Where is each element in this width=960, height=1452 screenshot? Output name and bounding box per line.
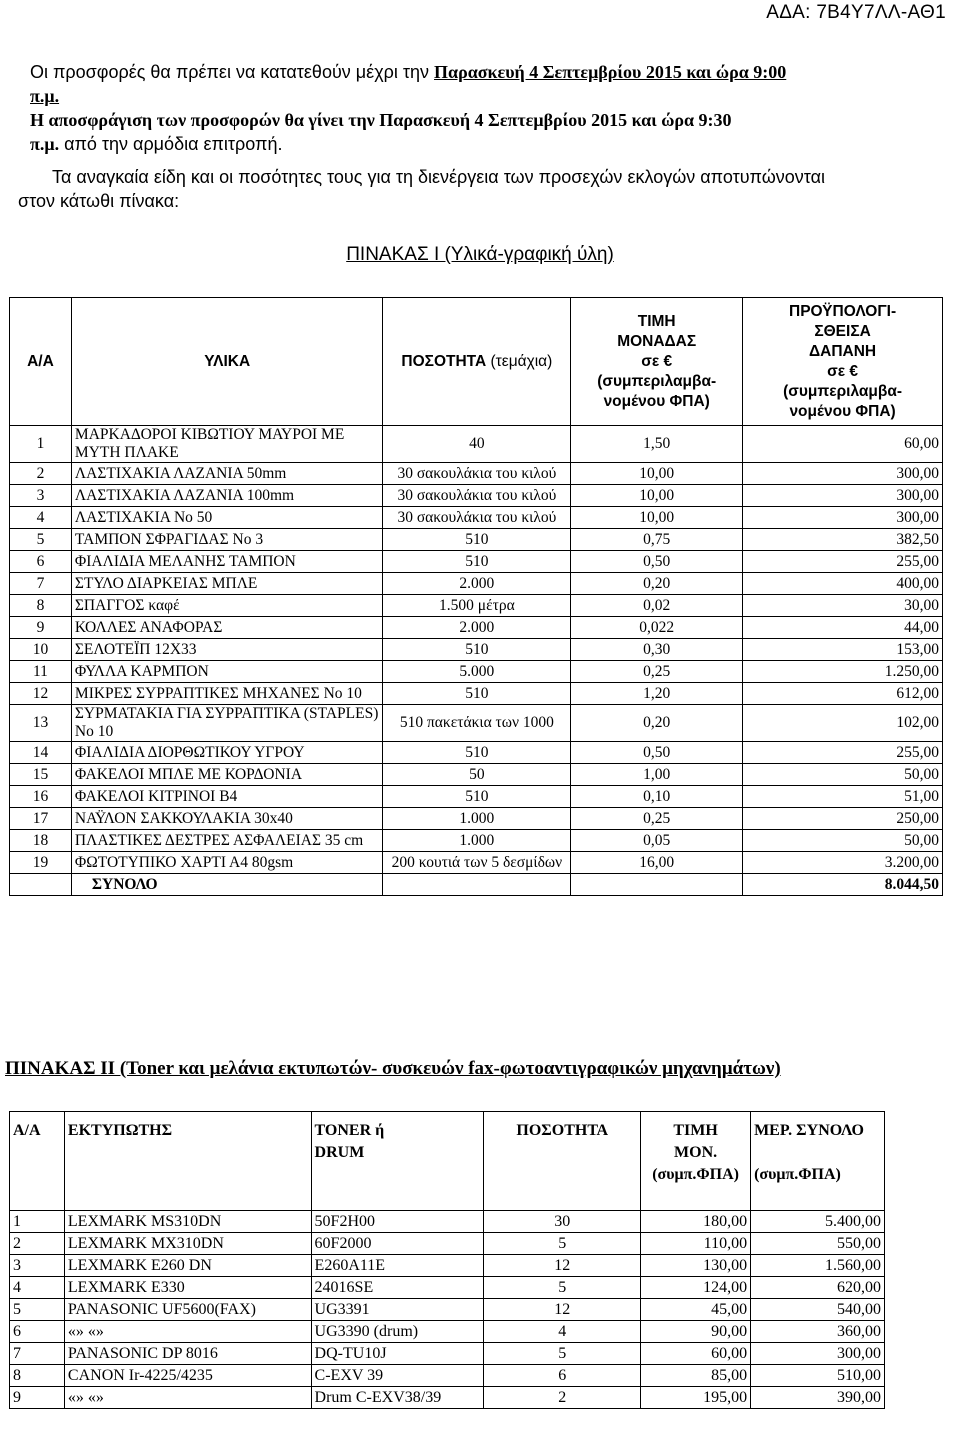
table-row (10, 1255, 885, 1277)
row-budget: 30,00 (743, 595, 943, 617)
row-subtotal: 620,00 (751, 1277, 885, 1299)
table1-header-row (10, 298, 943, 426)
row-price: 1,50 (571, 426, 743, 463)
table1-total-row (10, 874, 943, 896)
row-item: ΣΠΑΓΓΟΣ καφέ (71, 595, 383, 617)
deadline-date: Παρασκευή 4 Σεπτεμβρίου 2015 και ώρα 9:00 (434, 62, 787, 82)
row-printer: LEXMARK E330 (64, 1277, 311, 1299)
row-budget: 400,00 (743, 573, 943, 595)
table-row (10, 529, 943, 551)
row-item: ΚΟΛΛΕΣ ΑΝΑΦΟΡΑΣ (71, 617, 383, 639)
row-toner: Drum C-EXV38/39 (311, 1387, 484, 1409)
row-printer: LEXMARK MS310DN (64, 1211, 311, 1233)
table-row (10, 705, 943, 742)
th-budget-l2: ΣΘΕΙΣΑ (814, 322, 871, 340)
row-price: 195,00 (641, 1387, 751, 1409)
row-price: 0,20 (571, 705, 743, 742)
row-item: ΦΑΚΕΛΟΙ ΚΙΤΡΙΝΟΙ Β4 (71, 786, 383, 808)
row-price: 0,05 (571, 830, 743, 852)
row-aa: 14 (10, 742, 72, 764)
row-budget: 300,00 (743, 485, 943, 507)
row-qty: 510 (383, 683, 571, 705)
th2-price-l2: ΜΟΝ. (674, 1144, 718, 1161)
row-price: 0,20 (571, 573, 743, 595)
row-qty: 5 (484, 1343, 641, 1365)
th2-toner-l1: TONER ή (314, 1122, 385, 1139)
row-subtotal: 360,00 (751, 1321, 885, 1343)
th2-subtotal-l1: ΜΕΡ. ΣΥΝΟΛΟ (754, 1122, 864, 1139)
row-subtotal: 390,00 (751, 1387, 885, 1409)
row-printer: LEXMARK E260 DN (64, 1255, 311, 1277)
row-subtotal: 540,00 (751, 1299, 885, 1321)
row-printer: PANASONIC DP 8016 (64, 1343, 311, 1365)
row-aa: 16 (10, 786, 72, 808)
row-qty: 1.000 (383, 808, 571, 830)
row-qty: 12 (484, 1299, 641, 1321)
th2-aa: Α/Α (10, 1112, 65, 1211)
row-budget: 44,00 (743, 617, 943, 639)
table-row (10, 830, 943, 852)
row-aa: 15 (10, 764, 72, 786)
row-price: 0,10 (571, 786, 743, 808)
row-price: 60,00 (641, 1343, 751, 1365)
row-price: 45,00 (641, 1299, 751, 1321)
row-item: ΣΥΡΜΑΤΑΚΙΑ ΓΙΑ ΣΥΡΡΑΠΤΙΚΑ (STAPLES) Νο 10 (71, 705, 383, 742)
row-aa: 9 (10, 617, 72, 639)
row-qty: 2 (484, 1387, 641, 1409)
th-price-l1: ΤΙΜΗ (637, 312, 676, 330)
opening-line: Η αποσφράγιση των προσφορών θα γίνει την Παρασκευή 4 Σεπτεμβρίου 2015 και ώρα 9:30 (30, 110, 732, 130)
row-item: ΣΤΥΛΟ ΔΙΑΡΚΕΙΑΣ ΜΠΛΕ (71, 573, 383, 595)
row-item: ΛΑΣΤΙΧΑΚΙΑ ΛΑΖΑΝΙΑ 50mm (71, 463, 383, 485)
th-budget-l3: ΔΑΠΑΝΗ (809, 342, 877, 360)
needs-line-2: στον κάτωθι πίνακα: (18, 191, 180, 211)
total-label: ΣΥΝΟΛΟ (71, 874, 383, 896)
row-printer: «» «» (64, 1321, 311, 1343)
row-price: 0,50 (571, 742, 743, 764)
row-qty: 510 (383, 551, 571, 573)
th-price-l3: σε € (641, 352, 673, 370)
row-budget: 612,00 (743, 683, 943, 705)
th2-price (641, 1112, 751, 1211)
row-budget: 255,00 (743, 742, 943, 764)
row-aa: 18 (10, 830, 72, 852)
table-row (10, 595, 943, 617)
row-toner: UG3391 (311, 1299, 484, 1321)
row-qty: 5 (484, 1233, 641, 1255)
th-aa: Α/Α (10, 298, 72, 426)
row-toner: 60F2000 (311, 1233, 484, 1255)
ada-header: ΑΔΑ: 7Β4Υ7ΛΛ-ΑΘ1 (766, 2, 946, 23)
table-row (10, 1365, 885, 1387)
th2-qty: ΠΟΣΟΤΗΤΑ (484, 1112, 641, 1211)
row-price: 0,022 (571, 617, 743, 639)
row-price: 90,00 (641, 1321, 751, 1343)
opening-pm: π.μ. (30, 134, 60, 154)
row-aa: 3 (10, 1255, 65, 1277)
row-aa: 4 (10, 507, 72, 529)
row-item: ΠΛΑΣΤΙΚΕΣ ΔΕΣΤΡΕΣ ΑΣΦΑΛΕΙΑΣ 35 cm (71, 830, 383, 852)
row-budget: 300,00 (743, 507, 943, 529)
row-toner: 50F2H00 (311, 1211, 484, 1233)
row-budget: 102,00 (743, 705, 943, 742)
row-aa: 13 (10, 705, 72, 742)
row-toner: C-EXV 39 (311, 1365, 484, 1387)
th2-printer: ΕΚΤΥΠΩΤΗΣ (64, 1112, 311, 1211)
table-row (10, 1387, 885, 1409)
row-price: 124,00 (641, 1277, 751, 1299)
needs-line: Τα αναγκαία είδη και οι ποσότητες τους για τη διενέργεια των προσεχών εκλογών αποτυπώνονται (52, 167, 826, 187)
row-budget: 50,00 (743, 830, 943, 852)
row-aa: 5 (10, 1299, 65, 1321)
row-price: 110,00 (641, 1233, 751, 1255)
row-qty: 5 (484, 1277, 641, 1299)
row-qty: 30 σακουλάκια του κιλού (383, 485, 571, 507)
th-qty (383, 298, 571, 426)
row-aa: 10 (10, 639, 72, 661)
row-item: ΛΑΣΤΙΧΑΚΙΑ Νο 50 (71, 507, 383, 529)
table-row (10, 786, 943, 808)
table-row (10, 1299, 885, 1321)
row-qty: 30 σακουλάκια του κιλού (383, 507, 571, 529)
row-item: ΦΙΑΛΙΔΙΑ ΔΙΟΡΘΩΤΙΚΟΥ ΥΓΡΟΥ (71, 742, 383, 764)
total-spacer-3 (571, 874, 743, 896)
row-qty: 2.000 (383, 573, 571, 595)
th-budget (743, 298, 943, 426)
row-toner: UG3390 (drum) (311, 1321, 484, 1343)
th2-price-l3: (συμπ.ΦΠΑ) (652, 1166, 739, 1183)
table-row (10, 507, 943, 529)
row-price: 1,00 (571, 764, 743, 786)
th-qty-label: ΠΟΣΟΤΗΤΑ (401, 352, 487, 370)
table-row (10, 661, 943, 683)
row-qty: 510 (383, 529, 571, 551)
opening-line-2 (30, 134, 282, 155)
row-qty: 6 (484, 1365, 641, 1387)
row-qty: 40 (383, 426, 571, 463)
row-aa: 2 (10, 463, 72, 485)
deadline-pm: π.μ. (30, 86, 60, 106)
total-spacer-2 (383, 874, 571, 896)
row-aa: 7 (10, 573, 72, 595)
total-spacer (10, 874, 72, 896)
row-aa: 11 (10, 661, 72, 683)
row-item: ΜΙΚΡΕΣ ΣΥΡΡΑΠΤΙΚΕΣ ΜΗΧΑΝΕΣ Νο 10 (71, 683, 383, 705)
row-aa: 8 (10, 595, 72, 617)
th2-price-l1: ΤΙΜΗ (673, 1122, 718, 1139)
table-row (10, 1211, 885, 1233)
row-price: 1,20 (571, 683, 743, 705)
row-qty: 30 (484, 1211, 641, 1233)
table-row (10, 1321, 885, 1343)
row-printer: CANON Ir-4225/4235 (64, 1365, 311, 1387)
row-aa: 17 (10, 808, 72, 830)
row-budget: 153,00 (743, 639, 943, 661)
row-subtotal: 5.400,00 (751, 1211, 885, 1233)
row-toner: 24016SE (311, 1277, 484, 1299)
th-budget-l1: ΠΡΟΫΠΟΛΟΓΙ- (789, 302, 897, 320)
row-subtotal: 1.560,00 (751, 1255, 885, 1277)
row-aa: 19 (10, 852, 72, 874)
row-aa: 6 (10, 551, 72, 573)
row-aa: 7 (10, 1343, 65, 1365)
toner-table (9, 1111, 885, 1409)
table2-title: ΠΙΝΑΚΑΣ ΙΙ (Toner και μελάνια εκτυπωτών- συσκευών fax-φωτοαντιγραφικών μηχανημάτων) (5, 1058, 781, 1079)
row-qty: 510 πακετάκια των 1000 (383, 705, 571, 742)
row-qty: 12 (484, 1255, 641, 1277)
row-qty: 1.000 (383, 830, 571, 852)
row-qty: 510 (383, 742, 571, 764)
row-budget: 382,50 (743, 529, 943, 551)
table1-title: ΠΙΝΑΚΑΣ Ι (Υλικά-γραφική ύλη) (346, 244, 614, 265)
table-row (10, 426, 943, 463)
table-row (10, 1343, 885, 1365)
row-price: 0,30 (571, 639, 743, 661)
row-price: 0,75 (571, 529, 743, 551)
row-qty: 4 (484, 1321, 641, 1343)
row-qty: 200 κουτιά των 5 δεσμίδων (383, 852, 571, 874)
opening-committee: από την αρμόδια επιτροπή. (59, 134, 283, 154)
row-aa: 9 (10, 1387, 65, 1409)
row-price: 10,00 (571, 463, 743, 485)
table-row (10, 808, 943, 830)
row-toner: DQ-TU10J (311, 1343, 484, 1365)
table-row (10, 742, 943, 764)
row-item: ΦΙΑΛΙΔΙΑ ΜΕΛΑΝΗΣ ΤΑΜΠΟΝ (71, 551, 383, 573)
row-budget: 255,00 (743, 551, 943, 573)
th-price (571, 298, 743, 426)
table2-header-row (10, 1112, 885, 1211)
row-budget: 3.200,00 (743, 852, 943, 874)
row-price: 10,00 (571, 485, 743, 507)
table-row (10, 683, 943, 705)
row-price: 130,00 (641, 1255, 751, 1277)
row-item: ΦΑΚΕΛΟΙ ΜΠΛΕ ΜΕ ΚΟΡΔΟΝΙΑ (71, 764, 383, 786)
row-aa: 1 (10, 426, 72, 463)
th2-toner-l2: DRUM (314, 1144, 365, 1161)
row-price: 0,25 (571, 661, 743, 683)
row-printer: PANASONIC UF5600(FAX) (64, 1299, 311, 1321)
row-price: 180,00 (641, 1211, 751, 1233)
th-budget-l6: νομένου ΦΠΑ) (789, 402, 896, 420)
th-price-l4: (συμπεριλαμβα- (597, 372, 717, 390)
row-aa: 2 (10, 1233, 65, 1255)
row-qty: 50 (383, 764, 571, 786)
table-row (10, 485, 943, 507)
row-qty: 5.000 (383, 661, 571, 683)
row-price: 0,50 (571, 551, 743, 573)
row-printer: «» «» (64, 1387, 311, 1409)
row-aa: 12 (10, 683, 72, 705)
row-qty: 1.500 μέτρα (383, 595, 571, 617)
row-aa: 6 (10, 1321, 65, 1343)
row-item: ΦΥΛΛΑ ΚΑΡΜΠΟΝ (71, 661, 383, 683)
row-aa: 1 (10, 1211, 65, 1233)
table-row (10, 1277, 885, 1299)
th2-subtotal-l2: (συμπ.ΦΠΑ) (754, 1166, 841, 1183)
row-item: ΛΑΣΤΙΧΑΚΙΑ ΛΑΖΑΝΙΑ 100mm (71, 485, 383, 507)
row-price: 16,00 (571, 852, 743, 874)
row-aa: 8 (10, 1365, 65, 1387)
row-qty: 510 (383, 786, 571, 808)
row-printer: LEXMARK MX310DN (64, 1233, 311, 1255)
th-price-l2: ΜΟΝΑΔΑΣ (617, 332, 697, 350)
row-qty: 30 σακουλάκια του κιλού (383, 463, 571, 485)
row-aa: 3 (10, 485, 72, 507)
table-row (10, 463, 943, 485)
row-price: 85,00 (641, 1365, 751, 1387)
th-budget-l4: σε € (827, 362, 859, 380)
row-item: ΣΕΛΟΤΕΪΠ 12Χ33 (71, 639, 383, 661)
row-qty: 2.000 (383, 617, 571, 639)
table-row (10, 573, 943, 595)
th2-toner (311, 1112, 484, 1211)
table-row (10, 764, 943, 786)
row-item: ΝΑΫΛΟΝ ΣΑΚΚΟΥΛΑΚΙΑ 30x40 (71, 808, 383, 830)
row-budget: 50,00 (743, 764, 943, 786)
th-item: ΥΛΙΚΑ (71, 298, 383, 426)
row-budget: 51,00 (743, 786, 943, 808)
row-subtotal: 550,00 (751, 1233, 885, 1255)
row-subtotal: 510,00 (751, 1365, 885, 1387)
row-item: ΜΑΡΚΑΔΟΡΟΙ ΚΙΒΩΤΙΟΥ ΜΑΥΡΟΙ ΜΕ ΜΥΤΗ ΠΛΑΚΕ (71, 426, 383, 463)
row-budget: 300,00 (743, 463, 943, 485)
row-toner: E260A11E (311, 1255, 484, 1277)
table-row (10, 639, 943, 661)
row-price: 0,02 (571, 595, 743, 617)
row-price: 0,25 (571, 808, 743, 830)
row-price: 10,00 (571, 507, 743, 529)
total-value: 8.044,50 (743, 874, 943, 896)
table-row (10, 1233, 885, 1255)
row-qty: 510 (383, 639, 571, 661)
th-budget-l5: (συμπεριλαμβα- (783, 382, 903, 400)
th-qty-unit: (τεμάχια) (490, 352, 553, 370)
table-row (10, 852, 943, 874)
row-item: ΤΑΜΠΟΝ ΣΦΡΑΓΙΔΑΣ Νο 3 (71, 529, 383, 551)
th-price-l5: νομένου ΦΠΑ) (603, 392, 710, 410)
table-row (10, 617, 943, 639)
row-item: ΦΩΤΟΤΥΠΙΚΟ ΧΑΡΤΙ Α4 80gsm (71, 852, 383, 874)
deadline-line (30, 62, 786, 83)
row-aa: 4 (10, 1277, 65, 1299)
deadline-text: Οι προσφορές θα πρέπει να κατατεθούν μέχρι την (30, 62, 435, 82)
row-aa: 5 (10, 529, 72, 551)
table-row (10, 551, 943, 573)
th2-subtotal (751, 1112, 885, 1211)
materials-table (9, 297, 943, 896)
row-subtotal: 300,00 (751, 1343, 885, 1365)
row-budget: 60,00 (743, 426, 943, 463)
row-budget: 250,00 (743, 808, 943, 830)
row-budget: 1.250,00 (743, 661, 943, 683)
